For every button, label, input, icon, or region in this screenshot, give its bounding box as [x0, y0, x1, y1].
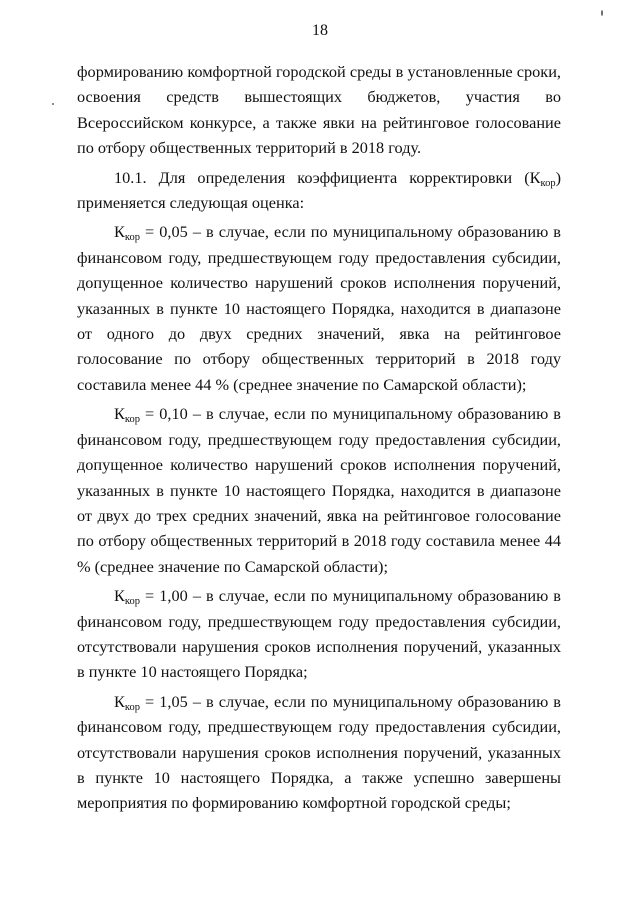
paragraph-10-1 [77, 165, 561, 216]
scan-speck [52, 103, 54, 105]
paragraph-10-1-text: 10.1. Для определения коэффициента корректировки (К [114, 167, 541, 187]
coefficient-symbol: К [114, 586, 125, 606]
coefficient-subscript: кор [540, 177, 556, 189]
paragraph-kkor-0-05 [77, 219, 561, 397]
page-number: 18 [312, 22, 328, 39]
coefficient-subscript: кор [124, 414, 140, 426]
paragraph-text: = 1,05 – в случае, если по муниципальному образованию в финансовом году, предшествующем году предоставления субсидии, отсутствовали нарушения сроков исполнения поручений, указанных в пункте 10 настоящего Порядка, а также успешно завершены мероприятия по формированию комфортной городской среды; [77, 691, 561, 813]
document-body [77, 59, 561, 816]
paragraph-10-1-text-end: ) применяется следующая оценка: [77, 167, 561, 213]
coefficient-symbol: К [114, 691, 125, 711]
coefficient-symbol: К [114, 404, 125, 424]
coefficient-subscript: кор [124, 596, 140, 608]
coefficient-subscript: кор [124, 701, 140, 713]
paragraph-text: = 0,10 – в случае, если по муниципальному образованию в финансовом году, предшествующем году предоставления субсидии, допущенное количество нарушений сроков исполнения поручений, указанных в пункте 10 настоящего Порядка, находится в диапазоне от двух до трех средних значений, явка на рейтинговое голосование по отбору общественных территорий в 2018 году составила менее 44 % (среднее значение по Самарской области); [77, 404, 561, 576]
paragraph-intro-continuation: формированию комфортной городской среды в установленные сроки, освоения средств вышестоящих бюджетов, участия во Всероссийском конкурсе, а также явки на рейтинговое голосование по отбору общественных территорий в 2018 году. [77, 62, 561, 158]
coefficient-subscript: кор [124, 232, 140, 244]
paragraph-text: = 1,00 – в случае, если по муниципальному образованию в финансовом году, предшествующем году предоставления субсидии, отсутствовали нарушения сроков исполнения поручений, указанных в пункте 10 настоящего Порядка; [77, 586, 561, 682]
coefficient-symbol: К [114, 222, 125, 242]
paragraph-kkor-1-05 [77, 689, 561, 816]
scan-speck [601, 10, 603, 16]
paragraph-text: = 0,05 – в случае, если по муниципальному образованию в финансовом году, предшествующем году предоставления субсидии, допущенное количество нарушений сроков исполнения поручений, указанных в пункте 10 настоящего Порядка, находится в диапазоне от одного до двух средних значений, явка на рейтинговое голосование по отбору общественных территорий в 2018 году составила менее 44 % (среднее значение по Самарской области); [77, 222, 561, 394]
paragraph-kkor-0-10 [77, 401, 561, 579]
paragraph-kkor-1-00 [77, 583, 561, 685]
